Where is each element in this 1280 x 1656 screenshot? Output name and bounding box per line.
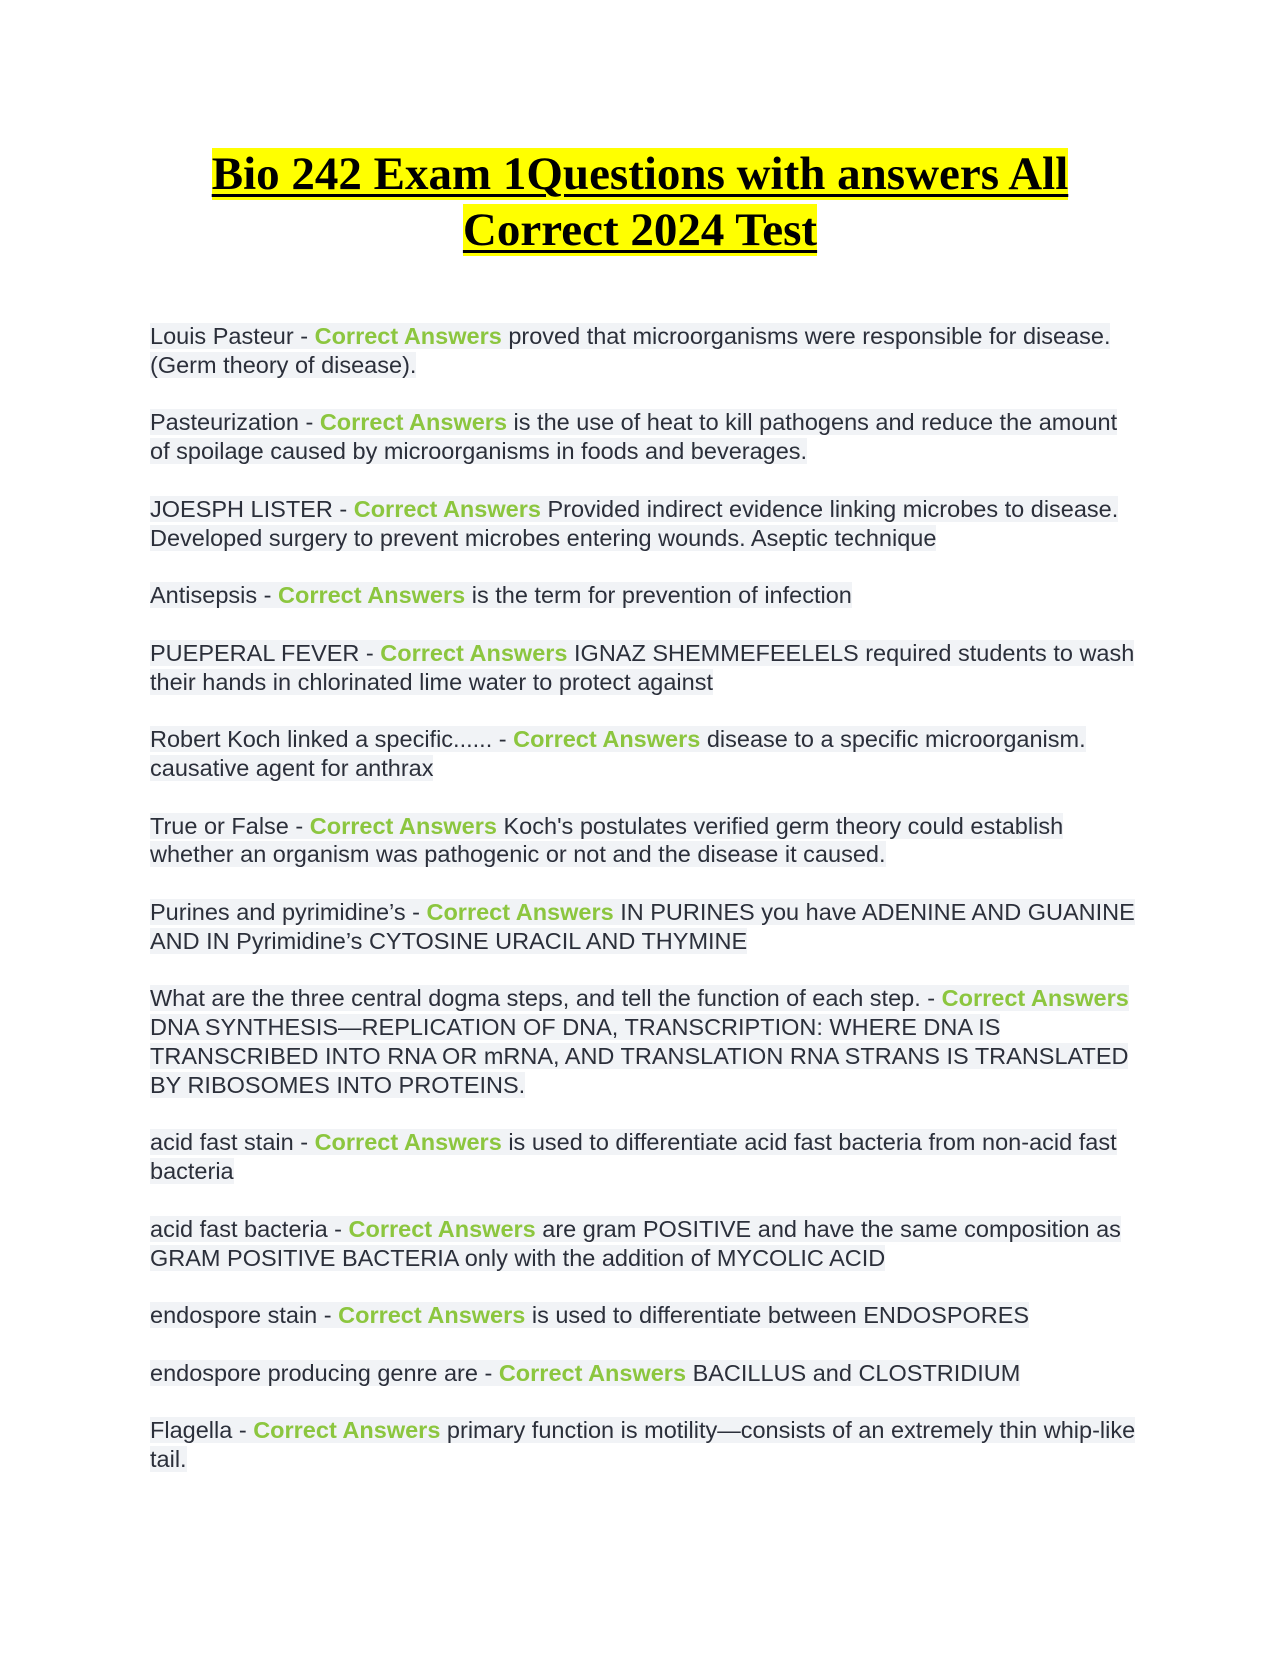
qa-term: endospore producing genre are xyxy=(150,1359,478,1386)
qa-separator: - xyxy=(257,582,278,609)
qa-entry-text xyxy=(150,496,1118,551)
qa-entry-text xyxy=(150,1216,1121,1271)
qa-separator: - xyxy=(920,985,942,1012)
title-line-1: Bio 242 Exam 1Questions with answers All xyxy=(211,148,1069,200)
qa-answer: is used to differentiate acid fast bacteria from non-acid fast bacteria xyxy=(150,1129,1117,1185)
qa-entry xyxy=(150,1416,1140,1474)
qa-entry-text xyxy=(150,899,1135,954)
document-title xyxy=(150,146,1130,258)
qa-separator: - xyxy=(288,812,310,839)
correct-answers-marker: Correct Answers xyxy=(513,726,701,753)
qa-entry-text xyxy=(150,813,1063,868)
qa-term: True or False xyxy=(150,812,289,839)
correct-answers-marker: Correct Answers xyxy=(380,639,568,666)
qa-entry xyxy=(150,1301,1140,1330)
qa-entry xyxy=(150,581,1140,610)
correct-answers-marker: Correct Answers xyxy=(498,1359,687,1386)
qa-separator: - xyxy=(359,639,381,666)
qa-entry xyxy=(150,984,1140,1099)
qa-list xyxy=(150,322,1140,1503)
qa-answer: Koch's postulates verified germ theory could establish whether an organism was pathogenic or not and the disease it caused. xyxy=(150,812,1064,868)
qa-separator: - xyxy=(405,898,427,925)
qa-term: Louis Pasteur xyxy=(150,323,294,349)
qa-answer: IGNAZ SHEMMEFEELELS required students to wash their hands in chlorinated lime water to protect against xyxy=(150,639,1135,695)
qa-entry-text xyxy=(150,1302,1029,1328)
qa-separator: - xyxy=(298,409,320,436)
correct-answers-marker: Correct Answers xyxy=(426,898,614,925)
correct-answers-marker: Correct Answers xyxy=(309,812,497,839)
qa-answer: is the use of heat to kill pathogens and reduce the amount of spoilage caused by microorganisms in foods and beverages. xyxy=(150,409,1118,465)
correct-answers-marker: Correct Answers xyxy=(941,985,1129,1012)
qa-entry xyxy=(150,408,1140,466)
correct-answers-marker: Correct Answers xyxy=(253,1417,441,1444)
qa-entry xyxy=(150,639,1140,697)
qa-term: PUEPERAL FEVER xyxy=(150,639,360,666)
correct-answers-marker: Correct Answers xyxy=(338,1302,526,1329)
qa-entry xyxy=(150,1128,1140,1186)
qa-term: What are the three central dogma steps, and tell the function of each step. xyxy=(150,985,921,1012)
qa-answer: is used to differentiate between ENDOSPORES xyxy=(531,1302,1030,1329)
qa-term: endospore stain xyxy=(150,1302,318,1329)
qa-entry-text xyxy=(150,1360,1020,1386)
qa-separator: - xyxy=(293,1129,315,1156)
qa-entry-text xyxy=(150,726,1086,781)
qa-entry-text xyxy=(150,1129,1117,1184)
correct-answers-marker: Correct Answers xyxy=(278,582,466,609)
qa-entry xyxy=(150,1359,1140,1388)
qa-entry-text xyxy=(150,1417,1135,1472)
qa-term: Purines and pyrimidine’s xyxy=(150,898,406,925)
qa-answer: is the term for prevention of infection xyxy=(471,582,852,609)
qa-term: acid fast stain xyxy=(150,1129,294,1156)
qa-term: JOESPH LISTER xyxy=(150,495,333,522)
qa-entry xyxy=(150,898,1140,956)
qa-entry-text xyxy=(150,985,1129,1097)
qa-entry-text xyxy=(150,323,1110,378)
correct-answers-marker: Correct Answers xyxy=(348,1215,536,1242)
title-line-2: Correct 2024 Test xyxy=(462,204,818,256)
qa-separator: - xyxy=(293,323,315,349)
qa-answer: Provided indirect evidence linking microbes to disease. Developed surgery to prevent microbes entering wounds. Aseptic technique xyxy=(150,495,1119,551)
correct-answers-marker: Correct Answers xyxy=(319,409,508,436)
qa-answer: are gram POSITIVE and have the same composition as GRAM POSITIVE BACTERIA only with the addition of MYCOLIC ACID xyxy=(150,1215,1121,1271)
qa-term: Robert Koch linked a specific...... xyxy=(150,726,493,753)
qa-answer: proved that microorganisms were responsible for disease. (Germ theory of disease). xyxy=(150,323,1111,378)
qa-entry xyxy=(150,1215,1140,1273)
correct-answers-marker: Correct Answers xyxy=(314,1129,502,1156)
qa-answer: IN PURINES you have ADENINE AND GUANINE AND IN Pyrimidine’s CYTOSINE URACIL AND THYMINE xyxy=(150,898,1135,954)
correct-answers-marker: Correct Answers xyxy=(314,323,502,349)
qa-entry xyxy=(150,495,1140,553)
qa-entry-text xyxy=(150,409,1117,464)
qa-separator: - xyxy=(492,726,514,753)
qa-separator: - xyxy=(232,1417,254,1444)
qa-separator: - xyxy=(332,495,354,522)
correct-answers-marker: Correct Answers xyxy=(353,495,541,522)
qa-answer: primary function is motility—consists of an extremely thin whip-like tail. xyxy=(150,1417,1136,1473)
qa-term: Flagella xyxy=(150,1417,233,1444)
qa-entry-text xyxy=(150,640,1134,695)
qa-separator: - xyxy=(327,1215,349,1242)
qa-entry xyxy=(150,812,1140,870)
qa-term: acid fast bacteria xyxy=(150,1215,328,1242)
qa-entry-text xyxy=(150,582,852,608)
qa-term: Pasteurization xyxy=(150,409,299,436)
qa-answer: DNA SYNTHESIS—REPLICATION OF DNA, TRANSCRIPTION: WHERE DNA IS TRANSCRIBED INTO RNA OR mRNA, AND TRANSLATION RNA STRANS IS TRANSLATED BY RIBOSOMES INTO PROTEINS. xyxy=(150,1014,1129,1098)
qa-answer: BACILLUS and CLOSTRIDIUM xyxy=(692,1359,1021,1386)
qa-separator: - xyxy=(317,1302,339,1329)
qa-term: Antisepsis xyxy=(150,582,258,609)
qa-separator: - xyxy=(477,1359,499,1386)
qa-entry xyxy=(150,725,1140,783)
qa-answer: disease to a specific microorganism. causative agent for anthrax xyxy=(150,726,1086,781)
qa-entry xyxy=(150,322,1140,380)
